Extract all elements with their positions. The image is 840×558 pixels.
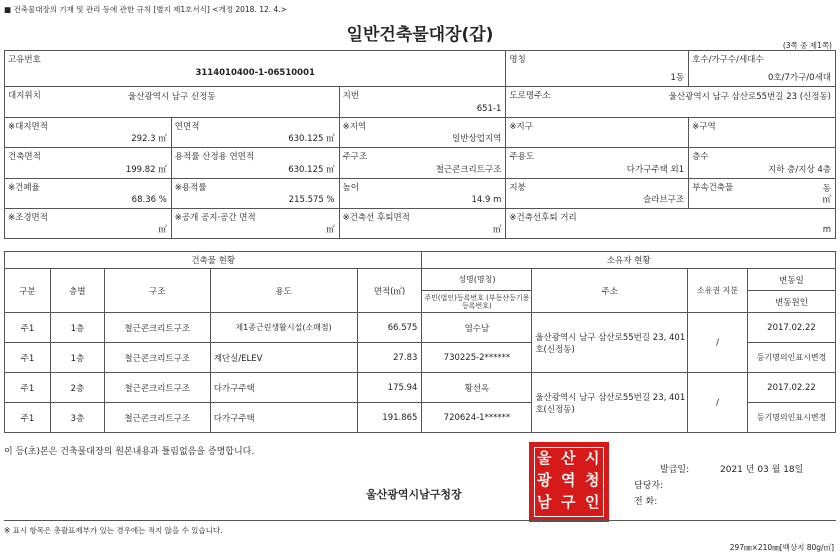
row-struct: 철근콘크리트구조 [104,403,210,433]
bcr-label: ※건폐율 [8,183,40,193]
issue-date-value: 2021 년 03 월 18일 [720,465,804,475]
setback-dist-label: ※건축선후퇴 거리 [509,213,577,223]
regulation-note: ■ 건축물대장의 기재 및 관리 등에 관한 규칙 [별지 제1호서식] <개정 2018. 12. 4.> [4,5,287,14]
bldg-area-label: 건축면적 [8,152,41,162]
land-area-cell [5,118,172,148]
units-cell [689,51,836,87]
col-address: 주소 [532,269,688,313]
unique-no-value: 3114010400-1-06510001 [195,68,315,78]
row-use: 제1종근린생활시설(소매점) [210,313,357,343]
district-label: ※지구 [509,122,533,132]
main-use-cell [506,148,689,179]
main-struct-value: 철근콘크리트구조 [435,165,502,175]
seal-glyph: 인 [585,493,600,511]
owner-address: 울산광역시 남구 삼산로55번길 23, 401호(신정동) [532,313,688,373]
col-change-date: 변동일 [748,269,836,291]
main-use-label: 주용도 [509,152,535,162]
name-label: 명칭 [509,55,526,65]
col-area: 면적(㎡) [357,269,422,313]
table-row [5,373,836,403]
road-value: 울산광역시 남구 삼산로55번길 23 (신정동) [668,92,831,102]
site-label: 대지위치 [8,91,41,101]
owner-change-date: 2017.02.22 [748,373,836,403]
lot-cell [339,87,506,118]
height-cell [339,179,506,209]
phone-label: 전 화: [634,497,658,507]
official-seal [529,442,609,522]
road-label: 도로명주소 [509,91,551,101]
owner-id-no: 730225-2****** [422,343,532,373]
floors-value: 지하 층/지상 4층 [768,165,831,175]
zone-cell [339,118,506,148]
row-struct: 철근콘크리트구조 [104,373,210,403]
col-id-no: 주민(법인)등록번호 (부동산등기용등록번호) [422,291,532,313]
height-label: 높이 [342,183,360,193]
seal-glyph: 역 [561,471,576,489]
bldg-area-cell [5,148,172,179]
row-struct: 철근콘크리트구조 [104,313,210,343]
setback-label: ※건축선 후퇴면적 [342,213,410,223]
owner-change-reason: 등기명의인표시변경 [748,343,836,373]
area-cell [689,118,836,148]
owner-change-date: 2017.02.22 [748,313,836,343]
summary-table [4,50,836,239]
bcr-value: 68.36 % [131,195,167,205]
seal-glyph: 시 [585,449,600,467]
roof-cell [506,179,689,209]
row-area: 66.575 [357,313,422,343]
row-area: 27.83 [357,343,422,373]
open-space-value: ㎡ [326,225,335,235]
total-area-label: 연면적 [174,122,200,132]
roof-value: 슬라브구조 [643,195,685,205]
floors-label: 층수 [692,152,709,162]
far-cell [171,179,339,209]
row-use: 다가구주택 [210,403,357,433]
col-use: 용도 [210,269,357,313]
issuer-name: 울산광역시남구청장 [366,488,462,501]
far-area-value: 630.125 ㎡ [288,165,335,175]
footer-divider [4,520,836,521]
row-type: 주1 [5,343,51,373]
bcr-cell [5,179,172,209]
far-area-cell [171,148,339,179]
main-struct-cell [339,148,506,179]
setback-dist-cell [506,209,836,239]
annex-unit-area: ㎡ [822,195,831,205]
seal-glyph: 광 [537,471,552,489]
col-share: 소유권 지분 [688,269,748,313]
row-use: 계단실/ELEV [210,343,357,373]
setback-cell [339,209,506,239]
landscape-cell [5,209,172,239]
area-label: ※구역 [692,122,716,132]
main-use-value: 다가구주택 외1 [626,165,685,175]
height-value: 14.9 m [471,195,502,205]
district-cell [506,118,689,148]
bldg-area-value: 199.82 ㎡ [125,165,167,175]
setback-value: ㎡ [492,225,502,235]
roof-label: 지붕 [509,183,526,193]
owner-share: / [688,373,748,433]
annex-label: 부속건축물 [692,183,734,193]
total-area-value: 630.125 ㎡ [288,134,335,144]
owner-name: 염수남 [422,313,532,343]
owner-change-reason: 등기명의인표시변경 [748,403,836,433]
owner-name: 황선옥 [422,373,532,403]
row-type: 주1 [5,373,51,403]
open-space-label: ※공개 공지·공간 면적 [174,213,256,223]
total-area-cell [171,118,339,148]
row-use: 다가구주택 [210,373,357,403]
paper-spec: 297㎜×210㎜[백상지 80g/㎡] [729,543,834,552]
units-label: 호수/가구수/세대수 [692,55,764,65]
land-area-value: 292.3 ㎡ [131,134,167,144]
owner-address: 울산광역시 남구 삼산로55번길 23, 401호(신정동) [532,373,688,433]
zone-label: ※지역 [342,122,367,132]
status-table [4,251,836,433]
owner-id-no: 720624-1****** [422,403,532,433]
issue-date-label: 발급일: [660,465,690,475]
seal-glyph: 남 [537,493,552,511]
seal-glyph: 울 [537,449,552,467]
seal-glyph: 청 [585,471,600,489]
page-title: 일반건축물대장(갑) [346,25,494,45]
far-value: 215.575 % [288,195,335,205]
officer-label: 담당자: [634,481,664,491]
row-area: 175.94 [357,373,422,403]
site-value: 울산광역시 남구 신정동 [128,92,216,102]
row-floor: 3층 [50,403,104,433]
annex-unit-count: 동 [822,184,831,194]
landscape-value: ㎡ [158,225,167,235]
floors-cell [689,148,836,179]
far-label: ※용적률 [174,183,207,193]
row-type: 주1 [5,313,51,343]
page-info: (3쪽 중 제1쪽) [782,41,832,50]
landscape-label: ※조경면적 [8,213,48,223]
row-floor: 1층 [50,313,104,343]
name-cell [506,51,689,87]
col-floor: 층별 [50,269,104,313]
units-value: 0호/7가구/0세대 [767,73,831,83]
unique-no-cell [5,51,506,87]
col-struct: 구조 [104,269,210,313]
lot-label: 지번 [342,91,360,101]
annex-cell [689,179,836,209]
owner-status-header: 소유자 현황 [422,252,836,269]
road-cell [506,87,836,118]
row-floor: 2층 [50,373,104,403]
unique-no-label: 고유번호 [8,55,41,65]
seal-glyph: 산 [561,449,576,467]
col-owner-name: 성명(명칭) [422,269,532,291]
open-space-cell [171,209,339,239]
row-area: 191.865 [357,403,422,433]
main-struct-label: 주구조 [342,152,368,162]
row-floor: 1층 [50,343,104,373]
certify-text: 이 등(초)본은 건축물대장의 원본내용과 틀림없음을 증명합니다. [4,447,255,457]
footer-note: ※ 표시 항목은 총괄표제부가 있는 경우에는 적지 않을 수 있습니다. [4,526,223,535]
bldg-status-header: 건축물 현황 [5,252,422,269]
far-area-label: 용적률 산정용 연면적 [174,152,255,162]
lot-value: 651-1 [476,104,502,114]
site-cell [5,87,340,118]
zone-value: 일반상업지역 [452,134,502,144]
col-type: 구분 [5,269,51,313]
row-struct: 철근콘크리트구조 [104,343,210,373]
land-area-label: ※대지면적 [8,122,48,132]
table-row [5,313,836,343]
name-value: 1동 [670,73,685,83]
seal-glyph: 구 [561,493,576,511]
row-type: 주1 [5,403,51,433]
owner-share: / [688,313,748,373]
setback-dist-value: m [822,225,831,235]
col-change-reason: 변동원인 [748,291,836,313]
